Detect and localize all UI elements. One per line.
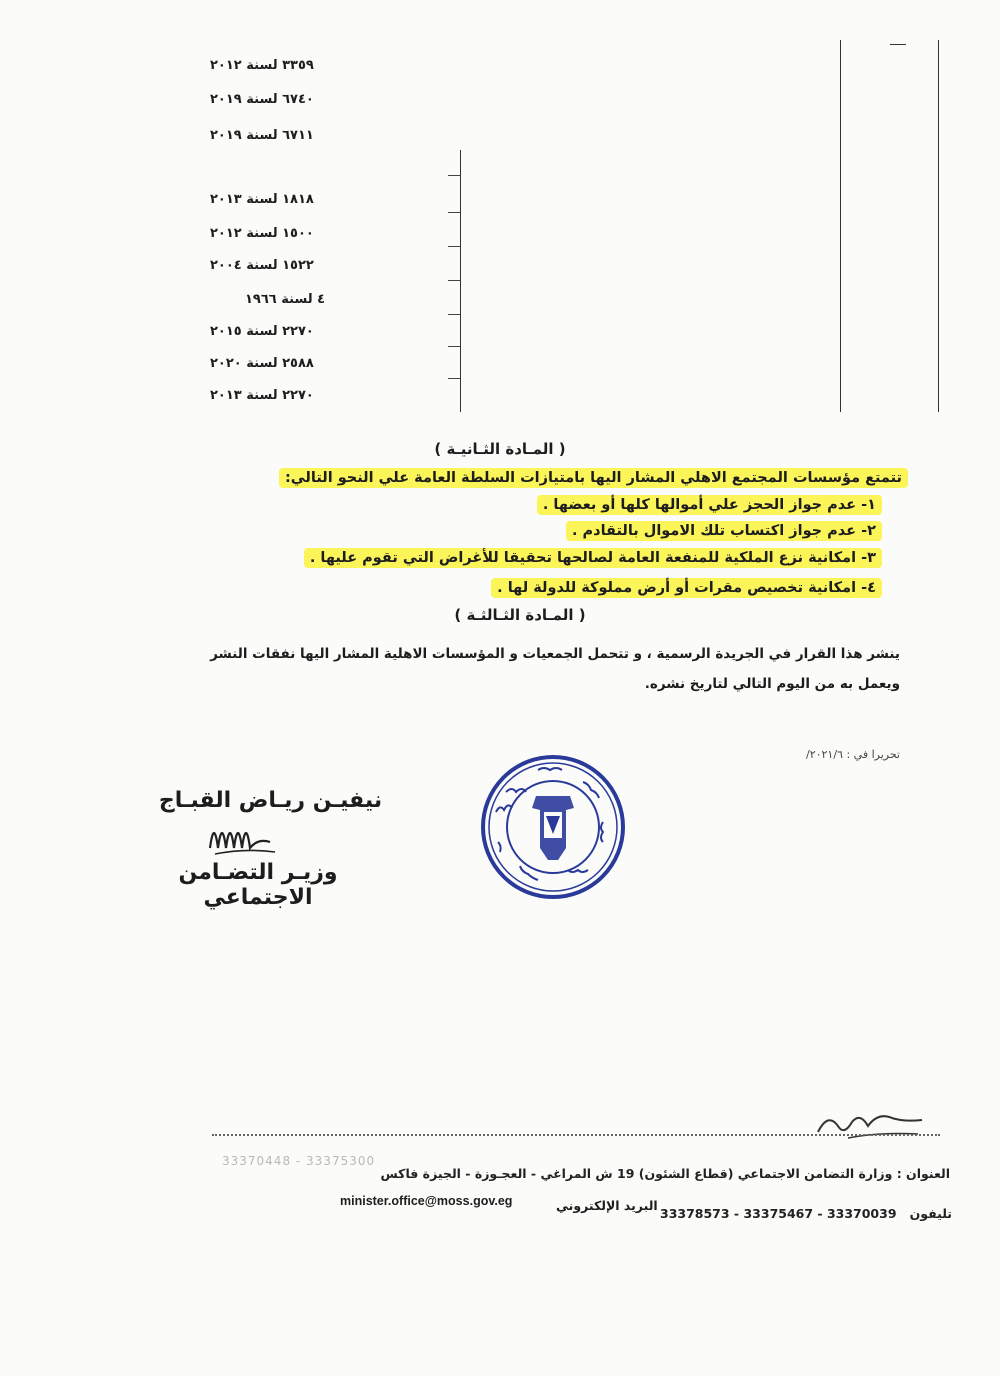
article-3-heading: ( المـادة الثـالثـة ) [454,606,586,624]
registration-number: ٦٧٤٠ لسنة ٢٠١٩ [210,92,314,107]
footer-phone-label: تليفون [909,1206,952,1221]
faded-fax-numbers: 33370448 - 33375300 [222,1154,376,1168]
footer-address: العنوان : وزارة التضامن الاجتماعي (قطاع الشئون) 19 ش المراغي - العجـوزة - الجيزة فاكس [380,1166,950,1181]
table-border-right [938,40,939,412]
article-2-intro: تتمتع مؤسسات المجتمع الاهلي المشار اليها بامتيازات السلطة العامة علي النحو التالي: [279,470,908,486]
article-2-item-4: ٤- امكانية تخصيص مقرات أو أرض مملوكة للدولة لها . [491,580,882,596]
row-divider [448,212,460,213]
footer-divider [212,1134,940,1136]
signatory-title: وزيـر التضـامن الاجتماعي [178,860,338,910]
registration-number: ٢٢٧٠ لسنة ٢٠١٣ [210,388,314,403]
table-divider-gov [840,40,841,412]
registration-number: ١٨١٨ لسنة ٢٠١٣ [210,192,314,207]
row-divider [448,280,460,281]
footer-email-label: البريد الإلكتروني [556,1198,658,1213]
issue-date: تحريرا في : ٢٠٢١/٦/ [805,748,900,761]
signatory-name: نيفيـن ريـاض القبـاج [158,788,383,813]
article-2-item-3: ٣- امكانية نزع الملكية للمنفعة العامة لصالحها تحقيقا للأغراض التي تقوم عليها . [304,550,882,566]
initials-scrawl-icon [808,1108,938,1144]
table-corner-mark [890,44,906,45]
row-divider [448,246,460,247]
signature-scribble-icon [205,818,295,858]
registration-number: ٢٥٨٨ لسنة ٢٠٢٠ [210,356,314,371]
official-seal-icon [478,752,628,902]
registration-number: ٢٢٧٠ لسنة ٢٠١٥ [210,324,314,339]
article-3-line-1: ينشر هذا القرار في الجريدة الرسمية ، و تتحمل الجمعيات و المؤسسات الاهلية المشار اليها نفقات النشر [210,646,900,662]
article-2-heading: ( المـادة الثـانيـة ) [434,440,566,458]
article-2-item-2: ٢- عدم جواز اكتساب تلك الاموال بالتقادم . [566,523,882,539]
row-divider [448,175,460,176]
article-2-item-1: ١- عدم جواز الحجز علي أموالها كلها أو بعضها . [537,497,882,513]
registration-number: ١٥٠٠ لسنة ٢٠١٢ [210,226,314,241]
footer-phone-numbers: 33378573 - 33375467 - 33370039 [660,1206,897,1221]
footer-email[interactable]: minister.office@moss.gov.eg [340,1194,513,1208]
table-divider-reg [460,150,461,412]
article-3-line-2: ويعمل به من اليوم التالي لتاريخ نشره. [644,676,900,692]
row-divider [448,378,460,379]
registration-number: ٣٣٥٩ لسنة ٢٠١٢ [210,58,314,73]
row-divider [448,346,460,347]
row-divider [448,314,460,315]
registration-number: ١٥٢٢ لسنة ٢٠٠٤ [210,258,314,273]
registration-number: ٦٧١١ لسنة ٢٠١٩ [210,128,314,143]
registration-number: ٤ لسنة ١٩٦٦ [245,292,326,307]
footer-phone [660,1206,952,1221]
